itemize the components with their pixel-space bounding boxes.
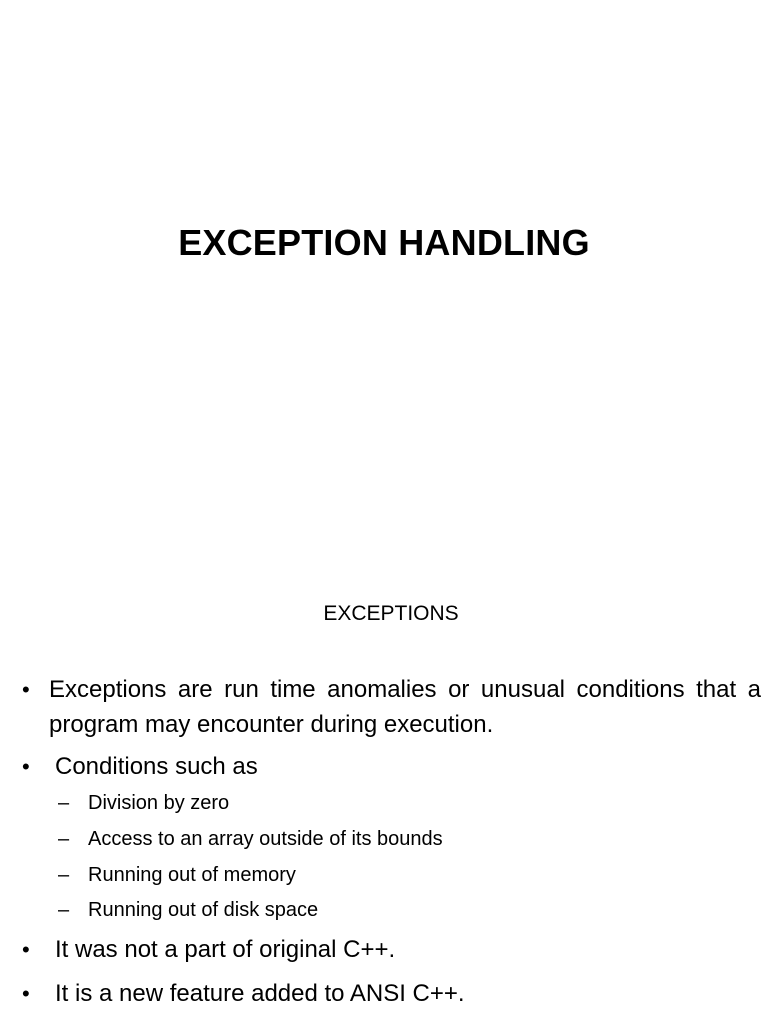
bullet-text: It was not a part of original C++. [55,936,396,963]
bullet-icon: • [22,754,30,779]
dash-icon: – [58,864,70,886]
dash-icon: – [58,899,70,921]
dash-icon: – [58,828,70,850]
sub-bullet-text: Running out of memory [88,864,296,886]
content-slide [0,576,768,1024]
bullet-icon: • [22,937,30,962]
slide-heading: EXCEPTIONS [323,602,459,625]
sub-bullet-text: Division by zero [88,792,230,814]
bullet-text: Exceptions are run time anomalies or unusual conditions that a program may encounter during execution. [49,676,761,738]
bullet-text: Conditions such as [55,753,258,780]
bullet-icon: • [22,981,30,1006]
bullet-icon: • [22,677,30,702]
sub-bullet-text: Running out of disk space [88,899,319,921]
dash-icon: – [58,792,70,814]
slide-title: EXCEPTION HANDLING [178,222,590,263]
sub-bullet-text: Access to an array outside of its bounds [88,828,443,850]
bullet-text: It is a new feature added to ANSI C++. [55,980,465,1007]
